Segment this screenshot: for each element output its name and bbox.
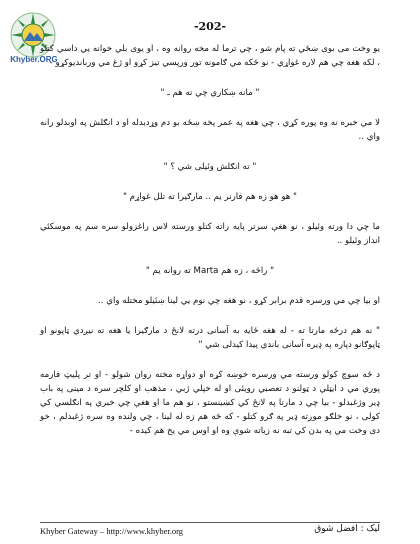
paragraph: ما چي دا ورته وئیلو ، نو هغې سرتر پایه راته کتلو ورسته لاس راغزولو سره سم په موسکئي انداز وئیلو .. [40,222,380,246]
dialogue-line: " راځه ، زه هم Marta ته روانه یم " [145,266,275,276]
dialogue-line: " ته انګلش وئیلی شي ؟ " [163,162,257,172]
footer-divider [40,522,380,523]
dialogue-line: " مانه ښکاري چي ته هم ـ " [160,88,260,98]
paragraph: یو وخت می بوی ښځي ته پام شو ، چي ترما له مخه روانه وه ، او یوی بلي خوانه یي داسي کتلو ، لکه هغه چي هم لاره غواړي - نو ځکه مي ګامونه تور ورپسي تیز کړو او ژغ مي وربانديوکړو - [40,44,380,68]
paragraph: " نه هم درځه مارتا ته - له هغه ځایه به آسانی درته لانځ د مارګیرا یا هغه ته نیږدي ټاپونو او ټاپوګانو دپاره په ډیره آسانی باندي پیدا کیدلی شي " [40,326,380,350]
logo-text: Khyber.ORG [10,55,58,64]
paragraph: او بیا چي مي ورسره قدم برابر کړو ، نو هغه چي نوم یي لینا ښئیلو مختله واي .. [98,296,380,306]
dialogue-line: " هو هو زه هم فارنر یم .. مارګیرا ته تلل غواړم " [123,192,297,202]
footer-source: Khyber Gateway – http://www.khyber.org [40,526,184,536]
footer-author: لیک : افضل شوق [314,524,380,534]
document-body [40,42,380,454]
paragraph: لا مي خبره نه وه پوره کړي ، چي هغه په عمر پخه ښځه بو دم وړدبدله او د انګلش په اوبدلو رانه واي .. [40,118,380,142]
page-number: -202- [193,20,227,33]
paragraph: د ځه سوچ کولو ورسته مي ورسره خوښه کړه او دواړه مخته روان شولو - او تر پلیټ فارمه پوري مي د ایټلي د ټولنو د تعصبي رویئی او له خپلي ژبي ، مذهب او کلچر سره د مینی په باب ډیر وژغبدلو - بیا چي د مارتا په لانځ کي کښینستو ، نو هم ما او هغې چي خبري په انګلسي کي کولی ، نو خلګو موږته ډیر په ګرو کتلو - که څه هم زه له لینا ، چي ولنده وه سره ژغبدلم ، خو دی وخت مي په بدن کي تبه نه زیاته شوې وه او اوس مي یخ هم کیده - [40,370,380,436]
